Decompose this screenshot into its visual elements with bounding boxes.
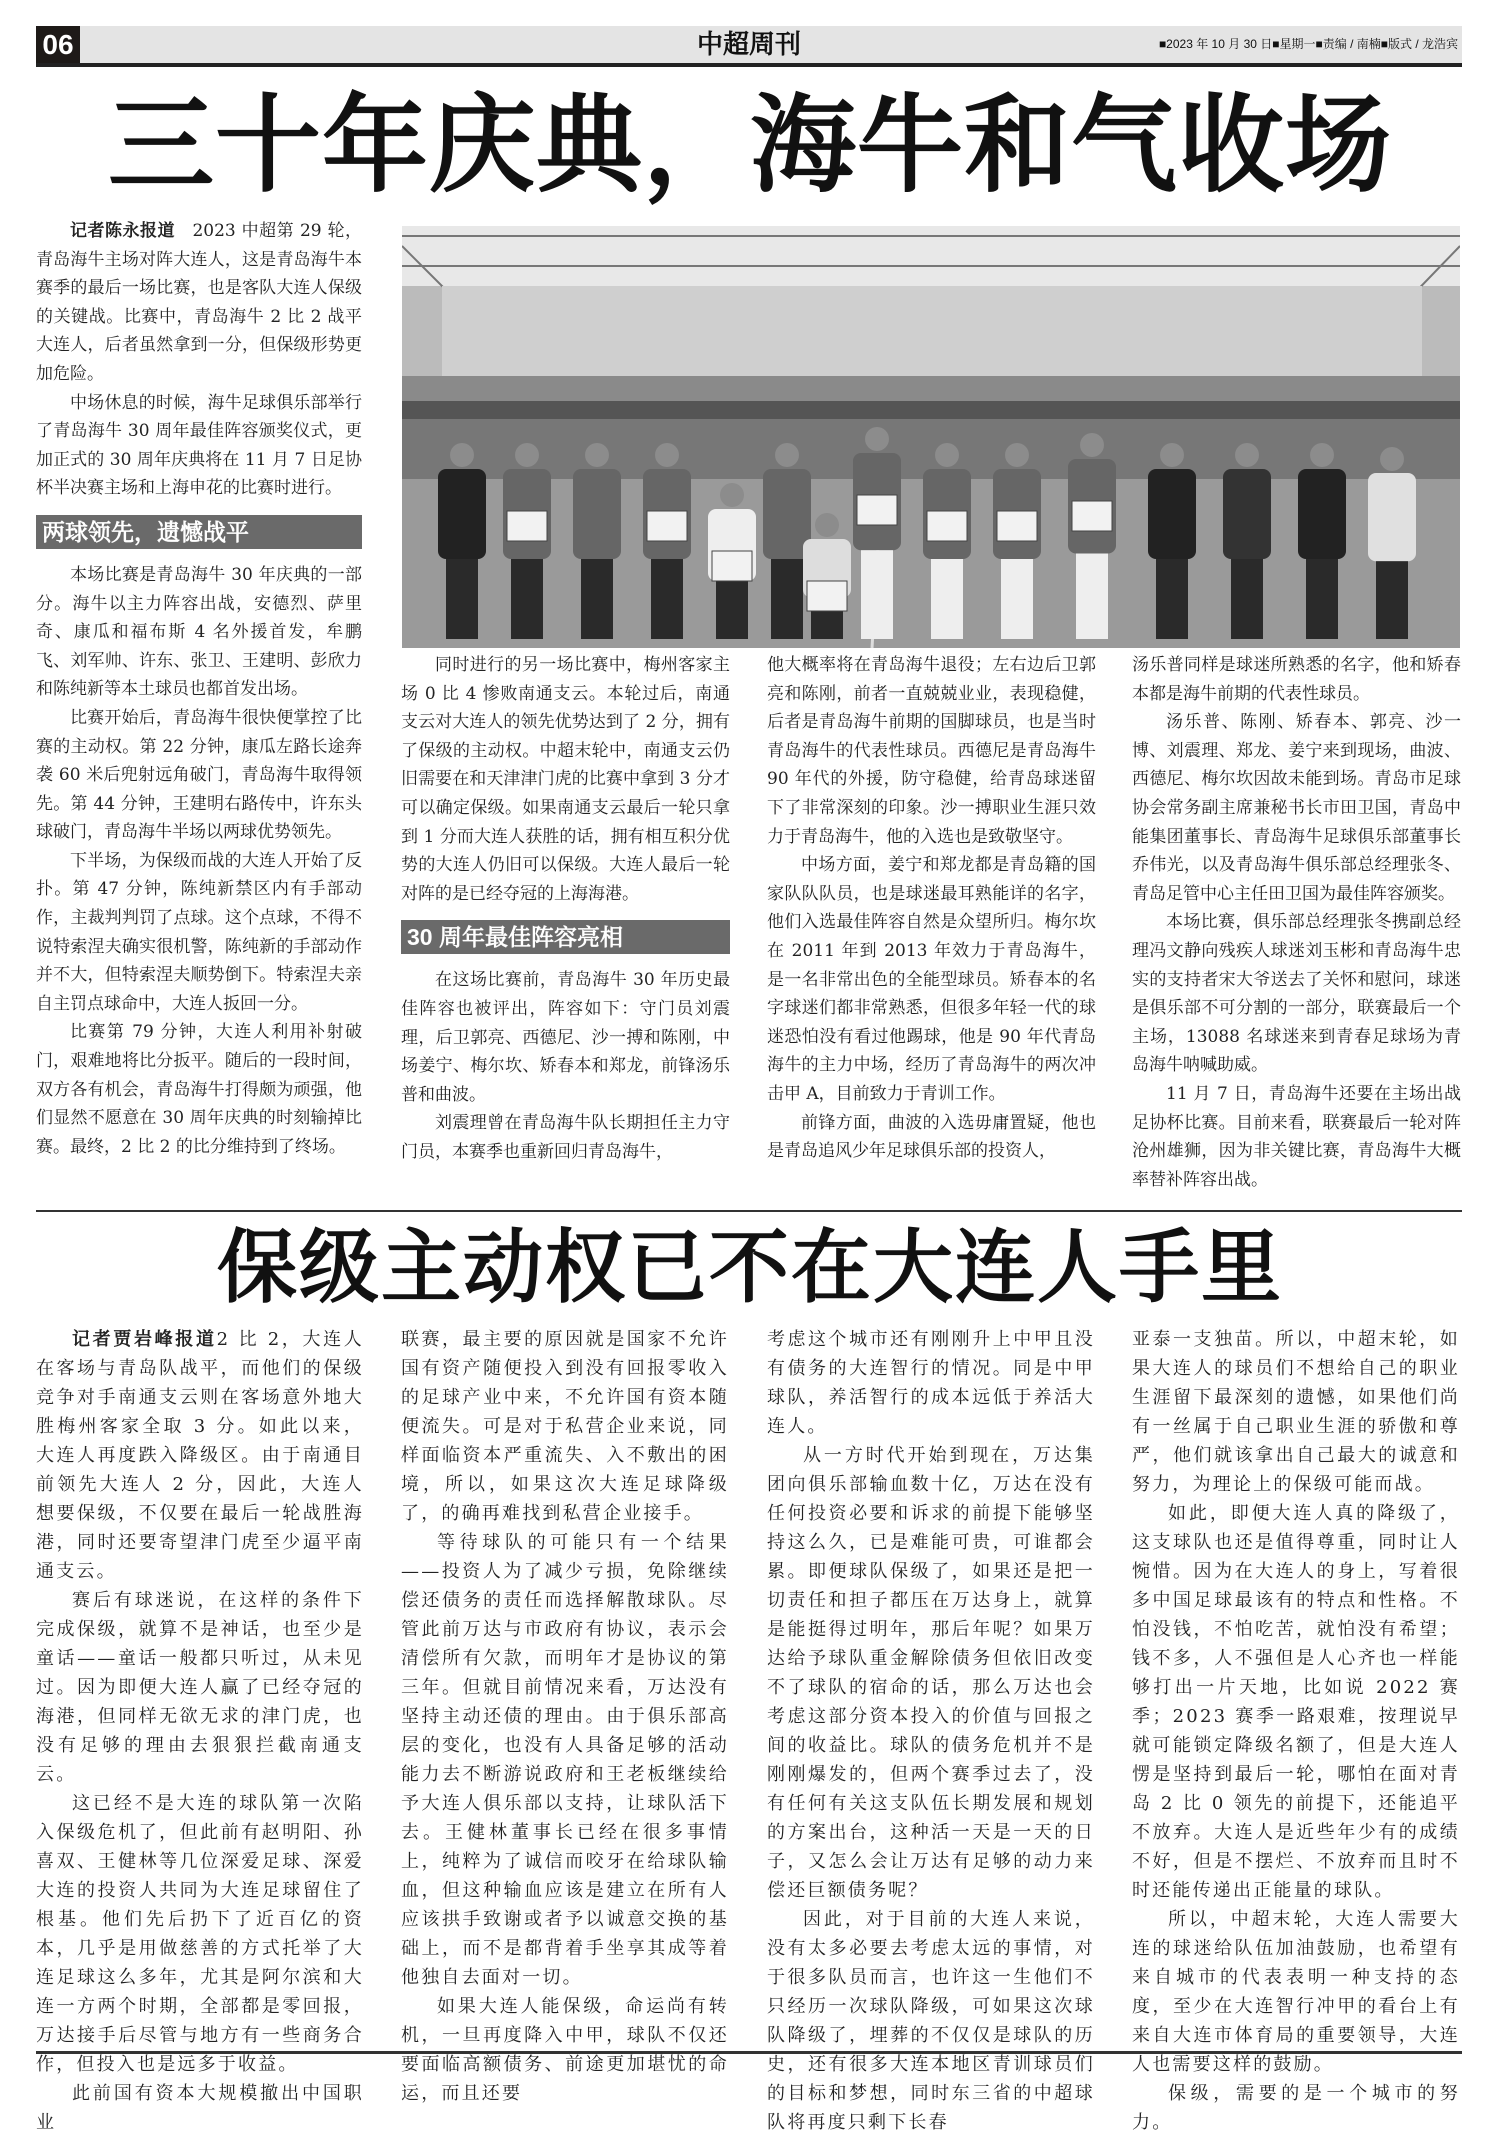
paragraph: 如此，即便大连人真的降级了，这支球队也还是值得尊重，同时让人惋惜。因为在大连人的身上，写着很多中国足球最该有的特点和性格。不怕没钱，不怕吃苦，就怕没有希望；钱不多，人不强但是人心齐也一样能够打出一片天地，比如说 2022 赛季；2023 赛季一路艰难，按理说早就可能锁定降级名额了，但是大连人愣是坚持到最后一轮，哪怕在面对青岛 2 比 0 领先的前提下，还能追平不放弃。大连人是近些年少有的成绩不好，但是不摆烂、不放弃而且时不时还能传递出正能量的球队。 xyxy=(1132,1503,1460,1901)
paragraph: 本场比赛是青岛海牛 30 年庆典的一部分。海牛以主力阵容出战，安德烈、萨里奇、康瓜和福布斯 4 名外援首发，牟鹏飞、刘军帅、许东、张卫、王建明、彭欣力和陈纯新等本土球员也都首发出场。 xyxy=(36,564,362,700)
byline: 记者贾岩峰报道 xyxy=(72,1329,217,1349)
subheading: 两球领先，遗憾战平 xyxy=(36,515,362,549)
paragraph-text: 2 比 2，大连人在客场与青岛队战平，而他们的保级竞争对手南通支云则在客场意外地大胜梅州客家全取 3 分。如此以来，大连人再度跌入降级区。由于南通目前领先大连人 2 分，因此，大连人想要保级，不仅要在最后一轮战胜海港，同时还要寄望津门虎至少逼平南通支云。 xyxy=(36,1329,364,1582)
upper-stand xyxy=(442,286,1422,376)
paragraph: 本场比赛，俱乐部总经理张冬携副总经理冯文静向残疾人球迷刘玉彬和青岛海牛忠实的支持者宋大爷送去了关怀和慰问，球迷是俱乐部不可分割的一部分，联赛最后一个主场，13088 名球迷来到青春足球场为青岛海牛呐喊助威。 xyxy=(1132,912,1461,1076)
section-divider xyxy=(36,1210,1462,1212)
paragraph: 中场方面，姜宁和郑龙都是青岛籍的国家队队队员，也是球迷最耳熟能详的名字，他们入选最佳阵容自然是众望所归。梅尔坎在 2011 年到 2013 年效力于青岛海牛，是一名非常出色的全能型球员。矫春本的名字球迷们都非常熟悉，但很多年轻一代的球迷恐怕没有看过他踢球，他是 90 年代青岛海牛的主力中场，经历了青岛海牛的两次冲击甲 A，目前致力于青训工作。 xyxy=(767,855,1096,1104)
award-frame xyxy=(507,511,547,541)
article2-column-3 xyxy=(767,1325,1095,2137)
award-frame xyxy=(1072,501,1112,531)
article1-column-2 xyxy=(401,651,730,1167)
award-frame xyxy=(857,495,897,525)
award-frame xyxy=(647,511,687,541)
award-frame xyxy=(927,511,967,541)
stand-fascia xyxy=(402,376,1460,401)
paragraph: 下半场，为保级而战的大连人开始了反扑。第 47 分钟，陈纯新禁区内有手部动作，主裁判判罚了点球。这个点球，不得不说特索涅夫确实很机警，陈纯新的手部动作并不大，但特索涅夫顺势倒下。特索涅夫亲自主罚点球命中，大连人扳回一分。 xyxy=(36,850,362,1014)
article2-column-1 xyxy=(36,1325,364,2137)
page-number: 06 xyxy=(36,26,80,63)
paragraph: 如果大连人能保级，命运尚有转机，一旦再度降入中甲，球队不仅还要面临高额债务、前途更加堪忧的命运，而且还要 xyxy=(401,1996,729,2104)
paragraph: 在这场比赛前，青岛海牛 30 年历史最佳阵容也被评出，阵容如下：守门员刘震理，后卫郭亮、西德尼、沙一搏和陈刚，中场姜宁、梅尔坎、矫春本和郑龙，前锋汤乐普和曲波。 xyxy=(401,970,730,1105)
paragraph: 这已经不是大连的球队第一次陷入保级危机了，但此前有赵明阳、孙喜双、王健林等几位深爱足球、深爱大连的投资人共同为大连足球留住了根基。他们先后扔下了近百亿的资本，几乎是用做慈善的方式托举了大连足球这么多年，尤其是阿尔滨和大连一方两个时期，全部都是零回报，万达接手后尽管与地方有一些商务合作，但投入也是远多于收益。 xyxy=(36,1793,364,2075)
issue-meta: ■2023 年 10 月 30 日■星期一■责编 / 南楠■版式 / 龙浩宾 xyxy=(1158,37,1458,51)
ad-banners xyxy=(402,401,1460,419)
award-ceremony-photo xyxy=(402,226,1460,648)
paragraph: 同时进行的另一场比赛中，梅州客家主场 0 比 4 惨败南通支云。本轮过后，南通支云对大连人的领先优势达到了 2 分，拥有了保级的主动权。中超末轮中，南通支云仍旧需要在和天津津门虎的比赛中拿到 3 分才可以确定保级。如果南通支云最后一轮只拿到 1 分而大连人获胜的话，拥有相互积分优势的大连人仍旧可以保级。大连人最后一轮对阵的是已经夺冠的上海海港。 xyxy=(401,655,730,904)
paragraph: 此前国有资本大规模撤出中国职业 xyxy=(36,2083,364,2133)
paragraph: 联赛，最主要的原因就是国家不允许国有资产随便投入到没有回报零收入的足球产业中来，不允许国有资本随便流失。可是对于私营企业来说，同样面临资本严重流失、入不敷出的困境，所以，如果这次大连足球降级了，的确再难找到私营企业接手。 xyxy=(401,1329,729,1524)
article2-headline: 保级主动权已不在大连人手里 xyxy=(217,1223,1283,1312)
section-title: 中超周刊 xyxy=(696,29,801,59)
article1-column-1 xyxy=(36,217,362,1161)
paragraph: 前锋方面，曲波的入选毋庸置疑，他也是青岛追风少年足球俱乐部的投资人， xyxy=(767,1112,1096,1162)
paragraph xyxy=(36,1325,364,1586)
paragraph-text: 2023 中超第 29 轮，青岛海牛主场对阵大连人，这是青岛海牛本赛季的最后一场比赛，也是客队大连人保级的关键战。比赛中，青岛海牛 2 比 2 战平大连人，后者虽然拿到一分，但保级形势更加危险。 xyxy=(36,221,362,384)
paragraph: 刘震理曾在青岛海牛队长期担任主力守门员，本赛季也重新回归青岛海牛， xyxy=(401,1113,730,1162)
article1-column-4 xyxy=(1132,651,1461,1194)
paragraph: 考虑这个城市还有刚刚升上中甲且没有债务的大连智行的情况。同是中甲球队，养活智行的成本远低于养活大连人。 xyxy=(767,1329,1095,1437)
article2-column-2 xyxy=(401,1325,729,2108)
paragraph: 保级，需要的是一个城市的努力。 xyxy=(1132,2083,1460,2133)
paragraph: 中场休息的时候，海牛足球俱乐部举行了青岛海牛 30 周年最佳阵容颁奖仪式，更加正式的 30 周年庆典将在 11 月 7 日足协杯半决赛主场和上海申花的比赛时进行。 xyxy=(36,392,362,499)
paragraph: 赛后有球迷说，在这样的条件下完成保级，就算不是神话，也至少是童话——童话一般都只听过，从未见过。因为即便大连人赢了已经夺冠的海港，但同样无欲无求的津门虎，也没有足够的理由去狠狠拦截南通支云。 xyxy=(36,1590,364,1785)
paragraph: 所以，中超末轮，大连人需要大连的球迷给队伍加油鼓励，也希望有来自城市的代表表明一种支持的态度，至少在大连智行冲甲的看台上有来自大连市体育局的重要领导，大连人也需要这样的鼓励。 xyxy=(1132,1909,1460,2075)
paragraph: 等待球队的可能只有一个结果——投资人为了减少亏损，免除继续偿还债务的责任而选择解散球队。尽管此前万达与市政府有协议，表示会清偿所有欠款，而明年才是协议的第三年。但就目前情况来看，万达没有坚持主动还债的理由。由于俱乐部高层的变化，也没有人具备足够的活动能力去不断游说政府和王老板继续给予大连人俱乐部以支持，让球队活下去。王健林董事长已经在很多事情上，纯粹为了诚信而咬牙在给球队输血，但这种输血应该是建立在所有人应该拱手致谢或者予以诚意交换的基础上，而不是都背着手坐享其成等着他独自去面对一切。 xyxy=(401,1532,729,1988)
paragraph: 比赛开始后，青岛海牛很快便掌控了比赛的主动权。第 22 分钟，康瓜左路长途奔袭 60 米后兜射远角破门，青岛海牛取得领先。第 44 分钟，王建明右路传中，许东头球破门，青岛海牛半场以两球优势领先。 xyxy=(36,707,362,843)
paragraph xyxy=(36,217,362,389)
paragraph: 汤乐普、陈刚、矫春本、郭亮、沙一博、刘震理、郑龙、姜宁来到现场，曲波、西德尼、梅尔坎因故未能到场。青岛市足球协会常务副主席兼秘书长市田卫国，青岛中能集团董事长、青岛海牛足球俱乐部董事长乔伟光，以及青岛海牛俱乐部总经理张冬、青岛足管中心主任田卫国为最佳阵容颁奖。 xyxy=(1132,712,1461,904)
byline: 记者陈永报道 xyxy=(70,221,175,240)
article1-headline: 三十年庆典，海牛和气收场 xyxy=(108,82,1392,207)
paragraph: 汤乐普同样是球迷所熟悉的名字，他和矫春本都是海牛前期的代表性球员。 xyxy=(1132,655,1461,704)
award-frame xyxy=(997,511,1037,541)
subheading: 30 周年最佳阵容亮相 xyxy=(401,920,730,954)
article2-column-4 xyxy=(1132,1325,1460,2137)
stadium-photo-illustration xyxy=(402,226,1460,648)
paragraph: 亚泰一支独苗。所以，中超末轮，如果大连人的球员们不想给自己的职业生涯留下最深刻的遗憾，如果他们尚有一丝属于自己职业生涯的骄傲和尊严，他们就该拿出自己最大的诚意和努力，为理论上的保级可能而战。 xyxy=(1132,1329,1460,1495)
paragraph: 因此，对于目前的大连人来说，没有太多必要去考虑太远的事情，对于很多队员而言，也许这一生他们不只经历一次球队降级，可如果这次球队降级了，埋葬的不仅仅是球队的历史，还有很多大连本地区青训球员们的目标和梦想，同时东三省的中超球队将再度只剩下长春 xyxy=(767,1909,1095,2133)
paragraph: 11 月 7 日，青岛海牛还要在主场出战足协杯比赛。目前来看，联赛最后一轮对阵沧州雄狮，因为非关键比赛，青岛海牛大概率替补阵容出战。 xyxy=(1132,1083,1461,1190)
paragraph: 比赛第 79 分钟，大连人利用补射破门，艰难地将比分扳平。随后的一段时间，双方各有机会，青岛海牛打得颇为顽强，他们显然不愿意在 30 周年庆典的时刻输掉比赛。最终，2 比 2 的比分维持到了终场。 xyxy=(36,1022,362,1157)
paragraph: 他大概率将在青岛海牛退役；左右边后卫郭亮和陈刚，前者一直兢兢业业，表现稳健，后者是青岛海牛前期的国脚球员，也是当时青岛海牛的代表性球员。西德尼是青岛海牛 90 年代的外援，防守稳健，给青岛球迷留下了非常深刻的印象。沙一搏职业生涯只效力于青岛海牛，他的入选也是致敬坚守。 xyxy=(767,655,1096,847)
bottom-rule xyxy=(36,2051,1462,2054)
award-frame xyxy=(807,581,847,611)
award-frame xyxy=(712,551,752,581)
page-header xyxy=(36,26,1462,67)
article1-column-3 xyxy=(767,651,1096,1166)
paragraph: 从一方时代开始到现在，万达集团向俱乐部输血数十亿，万达在没有任何投资必要和诉求的前提下能够坚持这么久，已是难能可贵，可谁都会累。即便球队保级了，如果还是把一切责任和担子都压在万达身上，就算是能挺得过明年，那后年呢？如果万达给予球队重金解除债务但依旧改变不了球队的宿命的话，那么万达也会考虑这部分资本投入的价值与回报之间的收益比。球队的债务危机并不是刚刚爆发的，但两个赛季过去了，没有任何有关这支队伍长期发展和规划的方案出台，这种活一天是一天的日子，又怎么会让万达有足够的动力来偿还巨额债务呢？ xyxy=(767,1445,1095,1901)
